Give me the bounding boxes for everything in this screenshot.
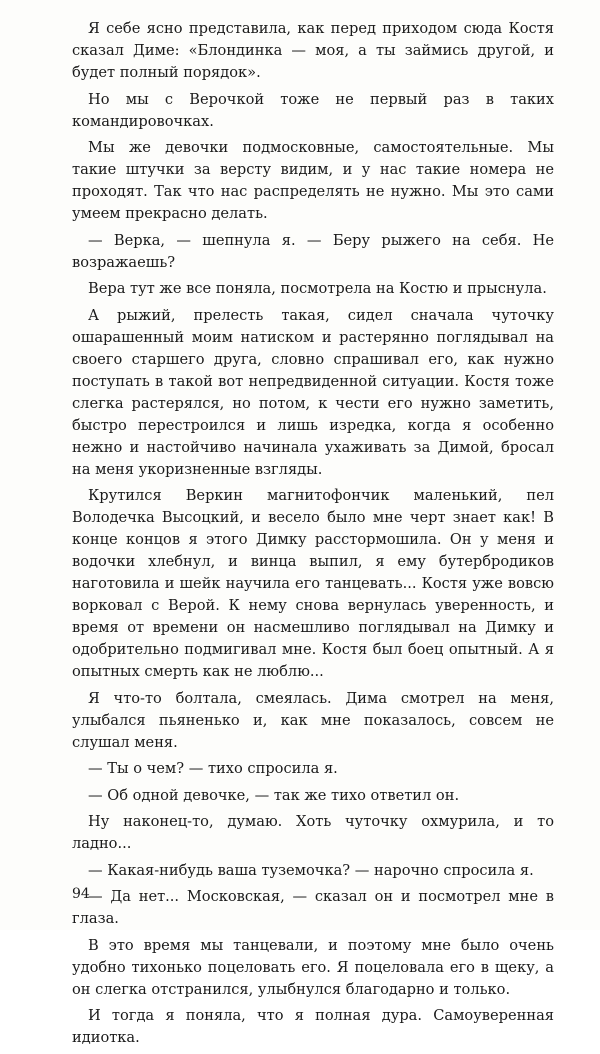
paragraph: — Ты о чем? — тихо спросила я. <box>88 760 338 777</box>
paragraph: Я себе ясно представила, как перед приходом сюда Костя сказал Диме: «Блондинка — моя, а ты займись другой, и будет полный порядок». <box>72 20 554 81</box>
paragraph: В это время мы танцевали, и поэтому мне было очень удобно тихонько поцеловать его. Я поцеловала его в щеку, а он слегка отстранился, улыбнулся благодарно и только. <box>72 936 554 998</box>
paragraph: — Об одной девочке, — так же тихо ответил он. <box>88 786 460 804</box>
paragraph: — Верка, — шепнула я. — Беру рыжего на себя. Не возражаешь? <box>72 231 554 271</box>
paragraph: Мы же девочки подмосковные, самостоятельные. Мы такие штучки за версту видим, и у нас такие номера не проходят. Так что нас распределять не нужно. Мы это сами умеем прекрасно делать. <box>72 139 554 222</box>
paragraph: — Какая-нибудь ваша туземочка? — нарочно спросила я. <box>88 861 534 879</box>
paragraph: Я что-то болтала, смеялась. Дима смотрел на меня, улыбался пьяненько и, как мне показалось, совсем не слушал меня. <box>72 689 554 751</box>
paragraph: Вера тут же все поняла, посмотрела на Костю и прыснула. <box>88 280 547 297</box>
paragraph: А рыжий, прелесть такая, сидел сначала чуточку ошарашенный моим натиском и растерянно поглядывал на своего старшего друга, словно спрашивал его, как нужно поступать в такой вот непредвиденной ситуации. Костя тоже слегка растерялся, но потом, к чести его нужно заметить, быстро перестроился и лишь изредка, когда я особенно нежно и настойчиво начинала ухаживать за Димой, бросал на меня укоризненные взгляды. <box>72 306 554 478</box>
paragraph: И тогда я поняла, что я полная дура. Самоуверенная идиотка. <box>72 1007 554 1046</box>
page-number: 94 <box>72 886 90 902</box>
paragraph: Но мы с Верочкой тоже не первый раз в таких командировочках. <box>72 90 554 130</box>
paragraph: Ну наконец-то, думаю. Хоть чуточку охмурила, и то ладно... <box>72 813 554 852</box>
paragraph: — Да нет... Московская, — сказал он и посмотрел мне в глаза. <box>72 888 554 927</box>
paragraph: Крутился Веркин магнитофончик маленький, пел Володечка Высоцкий, и весело было мне черт знает как! В конце концов я этого Димку расстормошила. Он у меня и водочки хлебнул, и винца выпил, я ему бутербродиков наготовила и шейк научила его танцевать... Костя уже вовсю ворковал с Верой. К нему снова вернулась уверенность, и время от времени он насмешливо поглядывал на Димку и одобрительно подмигивал мне. Костя был боец опытный. А я опытных смерть как не люблю... <box>72 487 554 680</box>
page-text <box>72 18 554 1054</box>
